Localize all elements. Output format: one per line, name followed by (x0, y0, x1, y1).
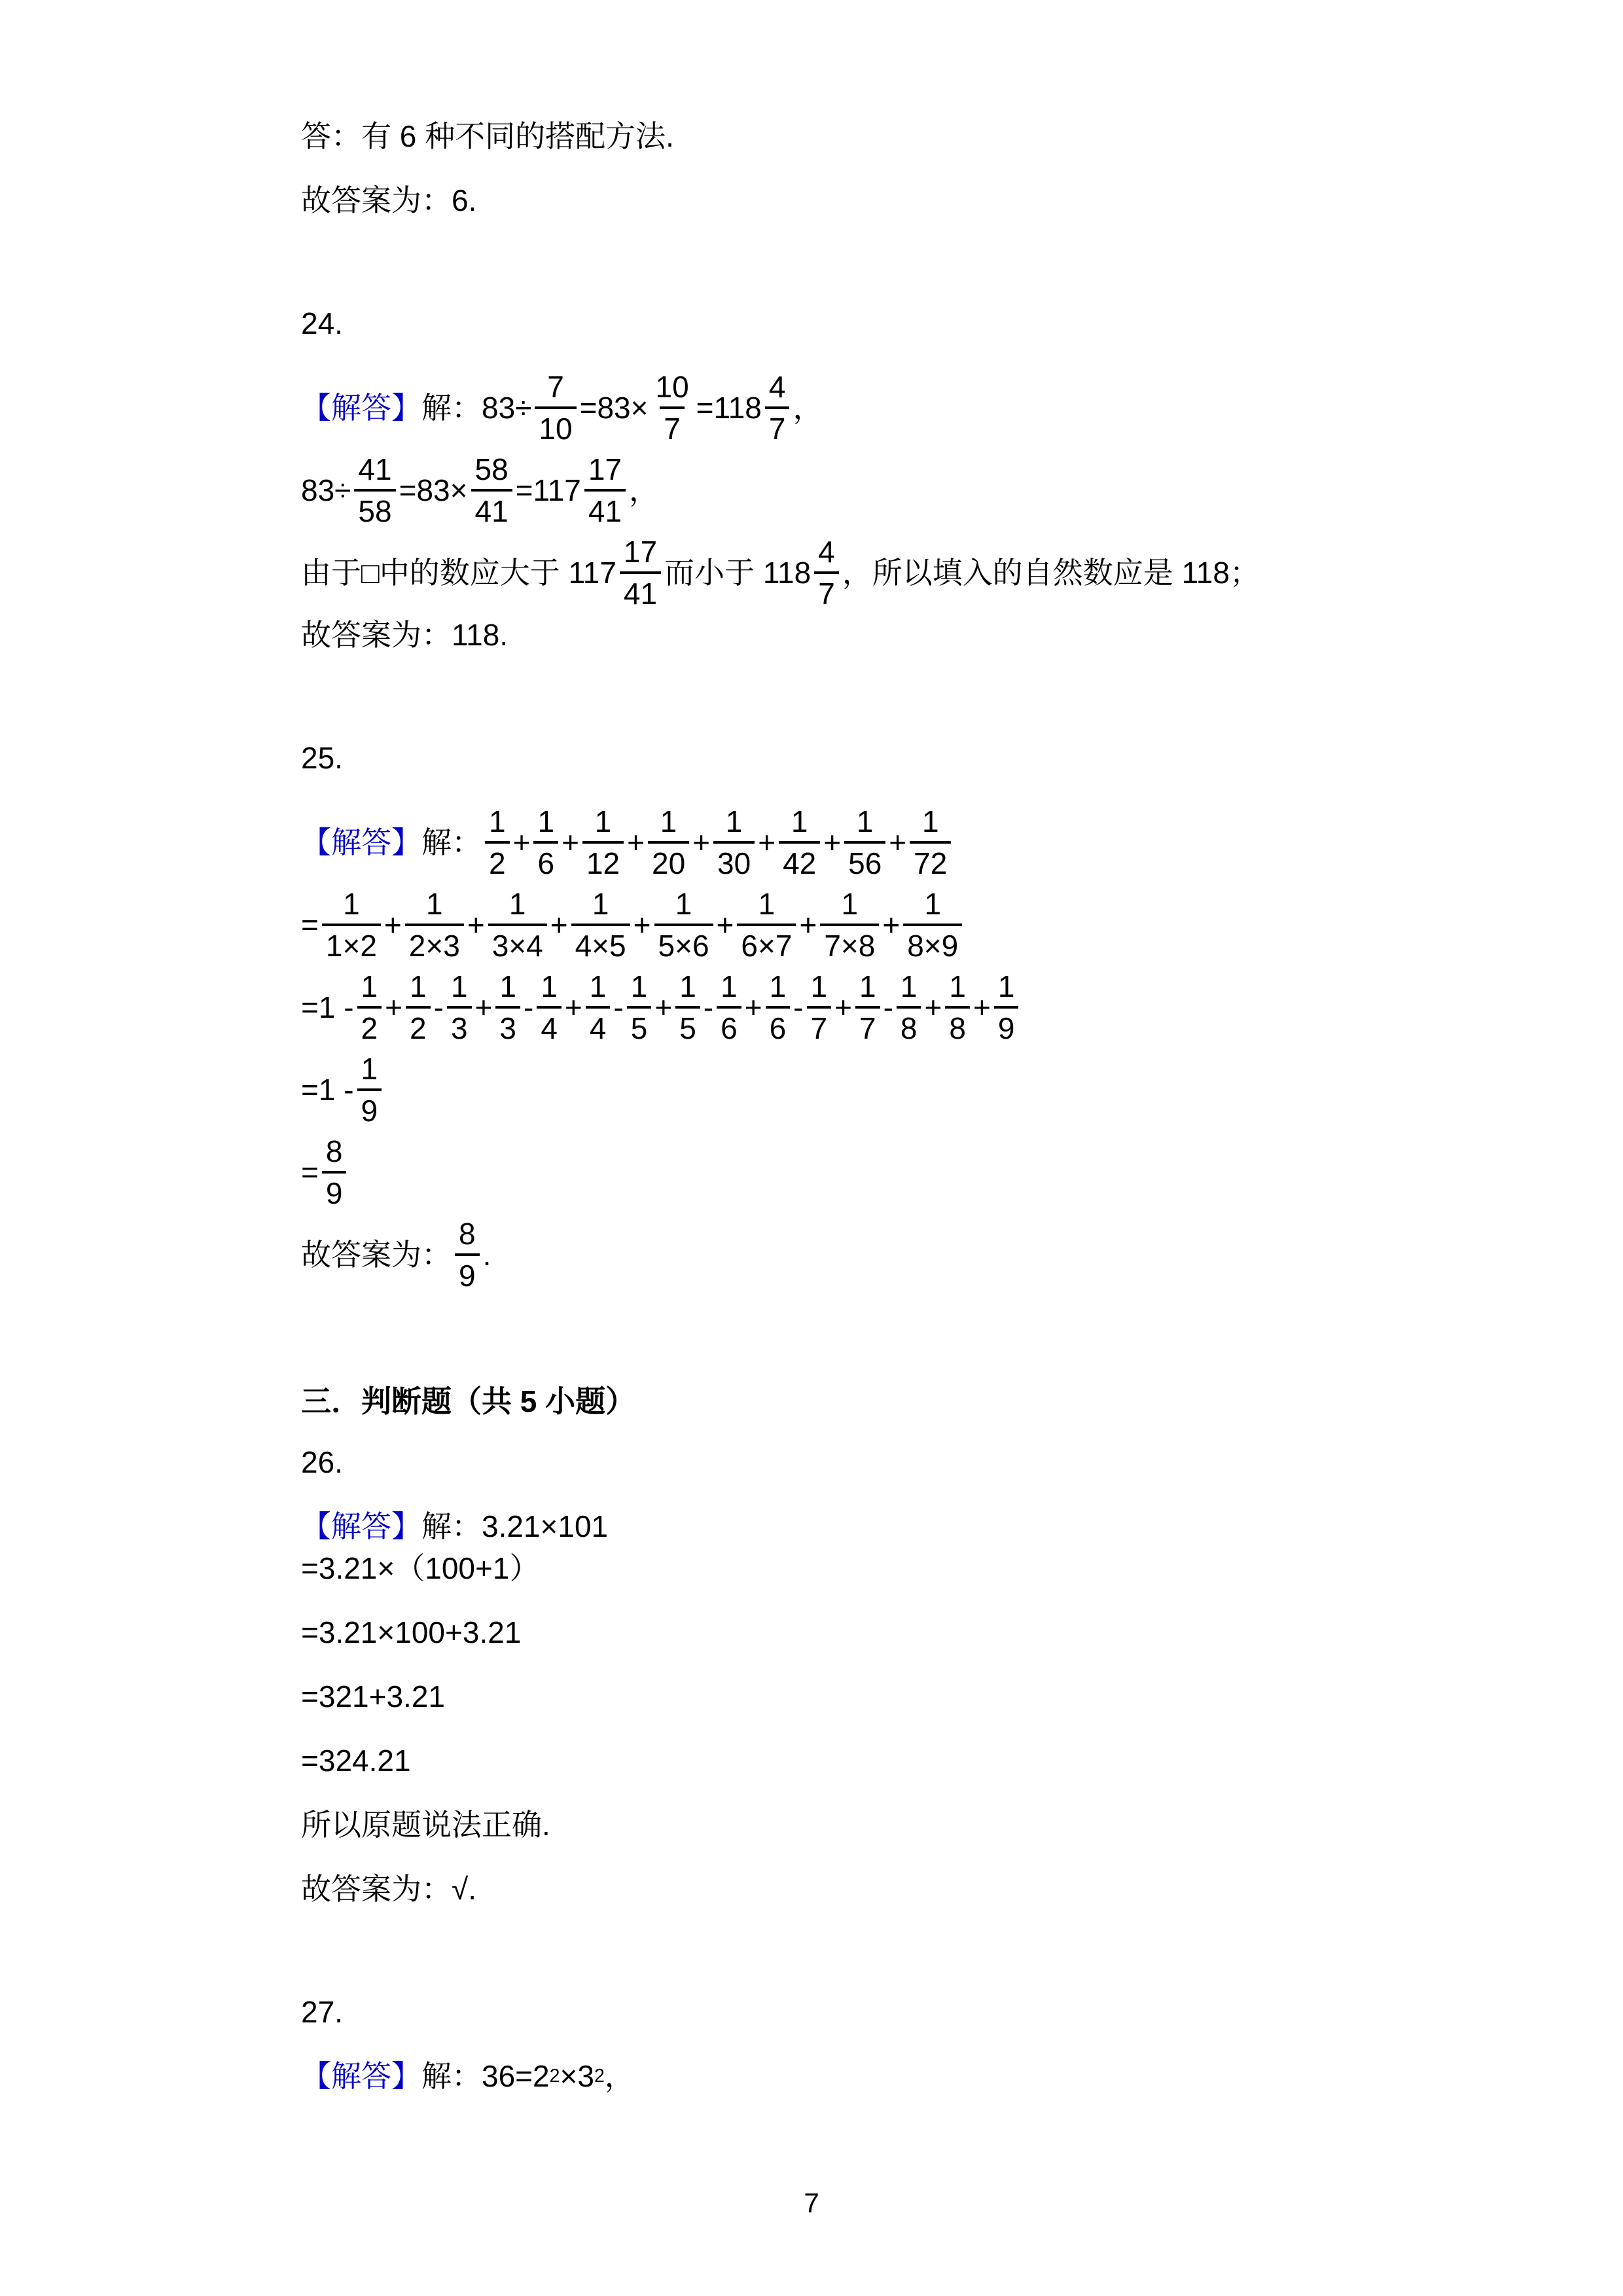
fraction (322, 1136, 347, 1208)
fraction-numerator: 1 (589, 969, 607, 1003)
problem-number-25 (301, 742, 1387, 774)
fraction-numerator: 1 (537, 804, 555, 838)
fraction-denominator: 4×5 (571, 924, 630, 961)
fraction (648, 806, 689, 878)
solution-formula-line-13 (301, 1219, 1387, 1291)
formula-text: =118 (696, 391, 762, 425)
fraction-numerator: 4 (818, 535, 835, 569)
text-line-18 (301, 1617, 1387, 1648)
formula-text: - (433, 990, 444, 1024)
fraction-denominator: 9 (994, 1006, 1019, 1043)
formula-text: 83÷ (301, 473, 351, 507)
fraction (779, 806, 820, 878)
fraction (814, 537, 839, 609)
fraction-denominator: 3 (495, 1006, 520, 1043)
fraction-denominator: 9 (357, 1088, 382, 1126)
formula-text: 由于□中的数应大于 117 (301, 556, 616, 590)
fraction-denominator: 7 (660, 406, 685, 444)
formula-text: + (467, 908, 485, 942)
fraction-denominator: 5 (675, 1006, 700, 1043)
text-line-19 (301, 1681, 1387, 1712)
formula-text: + (633, 908, 651, 942)
formula-text: 解：83÷ (421, 391, 532, 425)
fraction-denominator: 3×4 (488, 924, 547, 961)
fraction-denominator: 5 (627, 1006, 652, 1043)
fraction-numerator: 1 (791, 804, 808, 838)
fraction-denominator: 9 (455, 1253, 480, 1291)
fraction-numerator: 10 (655, 370, 689, 404)
fraction-denominator: 58 (354, 489, 395, 526)
text-line-20 (301, 1745, 1387, 1776)
formula-text: + (758, 825, 776, 859)
fraction-denominator: 4 (537, 1006, 562, 1043)
fraction-numerator: 17 (623, 535, 658, 569)
fraction (488, 889, 547, 961)
line-text: 27. (301, 1995, 343, 2029)
document-body (301, 120, 1387, 2092)
fraction-denominator: 7 (765, 406, 790, 444)
page-number: 7 (804, 2187, 819, 2218)
fraction-numerator: 1 (924, 887, 942, 921)
formula-text: + (550, 908, 568, 942)
fraction (654, 889, 713, 961)
formula-text: + (627, 825, 645, 859)
fraction (354, 454, 395, 526)
solution-formula-line-8 (301, 806, 1387, 878)
fraction-numerator: 1 (679, 969, 696, 1003)
fraction-numerator: 4 (768, 370, 786, 404)
fraction (620, 537, 661, 609)
fraction-denominator: 6×7 (737, 924, 796, 961)
fraction (537, 971, 562, 1043)
line-text: 26. (301, 1445, 343, 1479)
line-text: =3.21×（100+1） (301, 1551, 540, 1585)
fraction-numerator: 1 (810, 969, 828, 1003)
line-text: 24. (301, 306, 343, 340)
answer-label: 【解答】 (301, 391, 421, 425)
fraction-denominator: 72 (910, 841, 951, 878)
fraction (447, 971, 472, 1043)
line-text: =3.21×100+3.21 (301, 1615, 522, 1649)
formula-text: 而小于 118 (664, 556, 812, 590)
fraction (765, 372, 790, 444)
fraction-denominator: 7 (814, 571, 839, 609)
solution-formula-line-4 (301, 454, 1387, 526)
fraction-denominator: 3 (447, 1006, 472, 1043)
section-heading-text: 三．判断题（共 5 小题） (301, 1384, 636, 1418)
formula-text: + (834, 990, 852, 1024)
formula-text: ， (604, 2059, 635, 2093)
solution-formula-line-3 (301, 372, 1387, 444)
fraction-denominator: 41 (584, 489, 626, 526)
fraction-denominator: 7 (855, 1006, 880, 1043)
fraction-numerator: 1 (489, 804, 506, 838)
formula-text: + (564, 990, 582, 1024)
line-text: 答：有 6 种不同的搭配方法. (301, 119, 674, 153)
fraction-numerator: 17 (588, 452, 622, 486)
fraction-numerator: 1 (426, 887, 443, 921)
text-line-1 (301, 185, 1387, 216)
formula-text: + (654, 990, 673, 1024)
fraction-numerator: 1 (949, 969, 966, 1003)
fraction-numerator: 1 (725, 804, 743, 838)
fraction-numerator: 1 (758, 887, 776, 921)
fraction-numerator: 1 (900, 969, 918, 1003)
fraction-numerator: 1 (410, 969, 427, 1003)
fraction (766, 971, 791, 1043)
solution-formula-line-16 (301, 1511, 1387, 1542)
formula-text: =83× (399, 473, 468, 507)
formula-text: + (692, 825, 711, 859)
fraction-denominator: 8×9 (903, 924, 962, 961)
formula-text: + (924, 990, 942, 1024)
problem-number-26 (301, 1446, 1387, 1478)
formula-text: + (799, 908, 817, 942)
formula-text: =1 - (301, 990, 354, 1024)
fraction (535, 372, 576, 444)
formula-text: + (512, 825, 531, 859)
formula-text: 解： (421, 825, 482, 859)
fraction (844, 806, 885, 878)
fraction (737, 889, 796, 961)
fraction-numerator: 1 (499, 969, 516, 1003)
fraction-numerator: 41 (358, 452, 392, 486)
fraction-numerator: 1 (660, 804, 677, 838)
formula-text: =117 (515, 473, 581, 507)
fraction-denominator: 7 (807, 1006, 832, 1043)
fraction (675, 971, 700, 1043)
fraction (357, 971, 382, 1043)
fraction (571, 889, 630, 961)
solution-formula-line-5 (301, 537, 1387, 609)
problem-number-24 (301, 308, 1387, 339)
fraction-numerator: 1 (721, 969, 738, 1003)
fraction (903, 889, 962, 961)
line-text: 故答案为：√. (301, 1872, 477, 1906)
fraction (586, 971, 611, 1043)
formula-text: + (823, 825, 842, 859)
fraction-numerator: 1 (592, 887, 609, 921)
formula-text: + (385, 990, 403, 1024)
solution-formula-line-11 (301, 1054, 1387, 1126)
formula-text: ， (629, 473, 660, 507)
answer-label: 【解答】 (301, 1509, 421, 1543)
solution-formula-line-24: 【解答】 解：36=2 2 ×3 2 ， (301, 2059, 635, 2093)
fraction-denominator: 42 (779, 841, 820, 878)
fraction-denominator: 8 (897, 1006, 921, 1043)
formula-text: =1 - (301, 1073, 354, 1107)
line-text: =324.21 (301, 1744, 411, 1778)
fraction-denominator: 2 (406, 1006, 431, 1043)
fraction (584, 454, 626, 526)
fraction-denominator: 56 (844, 841, 885, 878)
fraction (807, 971, 832, 1043)
formula-text: 故答案为： (301, 1238, 452, 1272)
text-line-0 (301, 120, 1387, 152)
formula-text: + (889, 825, 907, 859)
fraction-numerator: 1 (594, 804, 612, 838)
fraction-numerator: 1 (859, 969, 876, 1003)
text-line-6 (301, 619, 1387, 651)
line-text: 故答案为：6. (301, 183, 477, 217)
fraction-numerator: 1 (856, 804, 874, 838)
fraction (406, 971, 431, 1043)
fraction-denominator: 30 (713, 841, 755, 878)
fraction-numerator: 1 (343, 887, 360, 921)
fraction (357, 1054, 382, 1126)
formula-text: + (562, 825, 579, 859)
fraction (945, 971, 970, 1043)
fraction-numerator: 1 (921, 804, 939, 838)
answer-label: 【解答】 (301, 825, 421, 859)
fraction (713, 806, 755, 878)
fraction-denominator: 41 (471, 489, 512, 526)
line-text: 故答案为：118. (301, 618, 508, 652)
fraction (994, 971, 1019, 1043)
fraction (582, 806, 624, 878)
solution-formula-line-10 (301, 971, 1387, 1043)
fraction-denominator: 6 (533, 841, 558, 878)
formula-text: - (703, 990, 714, 1024)
fraction-denominator: 2 (357, 1006, 382, 1043)
text-line-17 (301, 1552, 1387, 1584)
solution-formula-line-12 (301, 1136, 1387, 1208)
formula-text: 解：36=2 (421, 2059, 550, 2093)
fraction-numerator: 1 (675, 887, 692, 921)
formula-text: ， (793, 391, 823, 425)
formula-text: - (883, 990, 893, 1024)
fraction-numerator: 58 (474, 452, 508, 486)
formula-text: - (613, 990, 624, 1024)
formula-text: = (301, 1155, 319, 1189)
fraction-denominator: 5×6 (654, 924, 713, 961)
fraction-numerator: 1 (450, 969, 468, 1003)
fraction-numerator: 1 (508, 887, 526, 921)
fraction (405, 889, 464, 961)
fraction-denominator: 8 (945, 1006, 970, 1043)
fraction (455, 1219, 480, 1291)
fraction (910, 806, 951, 878)
fraction (897, 971, 921, 1043)
fraction (322, 889, 381, 961)
fraction-numerator: 7 (547, 370, 564, 404)
fraction-denominator: 2 (485, 841, 510, 878)
formula-text: + (716, 908, 734, 942)
formula-text: - (793, 990, 804, 1024)
section-heading-14 (301, 1386, 1387, 1417)
formula-text: = (301, 908, 319, 942)
formula-text: . (482, 1238, 491, 1272)
fraction-denominator: 1×2 (322, 924, 381, 961)
solution-formula-line-9 (301, 889, 1387, 961)
text-line-21 (301, 1809, 1387, 1840)
line-text: 所以原题说法正确. (301, 1808, 550, 1842)
fraction (652, 372, 693, 444)
fraction-denominator: 2×3 (405, 924, 464, 961)
formula-text: + (383, 908, 402, 942)
line-text: =321+3.21 (301, 1679, 446, 1713)
fraction (485, 806, 510, 878)
fraction-denominator: 7×8 (820, 924, 879, 961)
fraction-numerator: 1 (541, 969, 558, 1003)
fraction-numerator: 8 (459, 1217, 476, 1251)
fraction-numerator: 1 (361, 1052, 378, 1086)
fraction-denominator: 4 (586, 1006, 611, 1043)
formula-text: 解：3.21×101 (421, 1509, 609, 1543)
fraction-numerator: 1 (841, 887, 859, 921)
fraction-denominator: 20 (648, 841, 689, 878)
formula-text: ，所以填入的自然数应是 118； (842, 556, 1260, 590)
formula-text: + (744, 990, 762, 1024)
formula-text: - (524, 990, 534, 1024)
fraction (533, 806, 558, 878)
fraction (495, 971, 520, 1043)
fraction-denominator: 10 (535, 406, 576, 444)
fraction-denominator: 6 (717, 1006, 741, 1043)
formula-text: ×3 (560, 2059, 594, 2093)
formula-text: + (972, 990, 991, 1024)
fraction (820, 889, 879, 961)
fraction (717, 971, 741, 1043)
text-line-22 (301, 1873, 1387, 1905)
formula-text: + (882, 908, 901, 942)
answer-label: 【解答】 (301, 2059, 421, 2093)
problem-number-27 (301, 1996, 1387, 2028)
fraction-numerator: 1 (997, 969, 1015, 1003)
fraction-numerator: 8 (325, 1134, 343, 1168)
formula-text: + (474, 990, 493, 1024)
fraction-denominator: 12 (582, 841, 624, 878)
fraction (627, 971, 652, 1043)
fraction-numerator: 1 (630, 969, 648, 1003)
fraction-numerator: 1 (769, 969, 787, 1003)
fraction-numerator: 1 (361, 969, 378, 1003)
fraction-denominator: 9 (322, 1171, 347, 1208)
line-text: 25. (301, 741, 343, 775)
fraction (471, 454, 512, 526)
formula-text: =83× (579, 391, 649, 425)
fraction-denominator: 41 (620, 571, 661, 609)
fraction (855, 971, 880, 1043)
fraction-denominator: 6 (766, 1006, 791, 1043)
